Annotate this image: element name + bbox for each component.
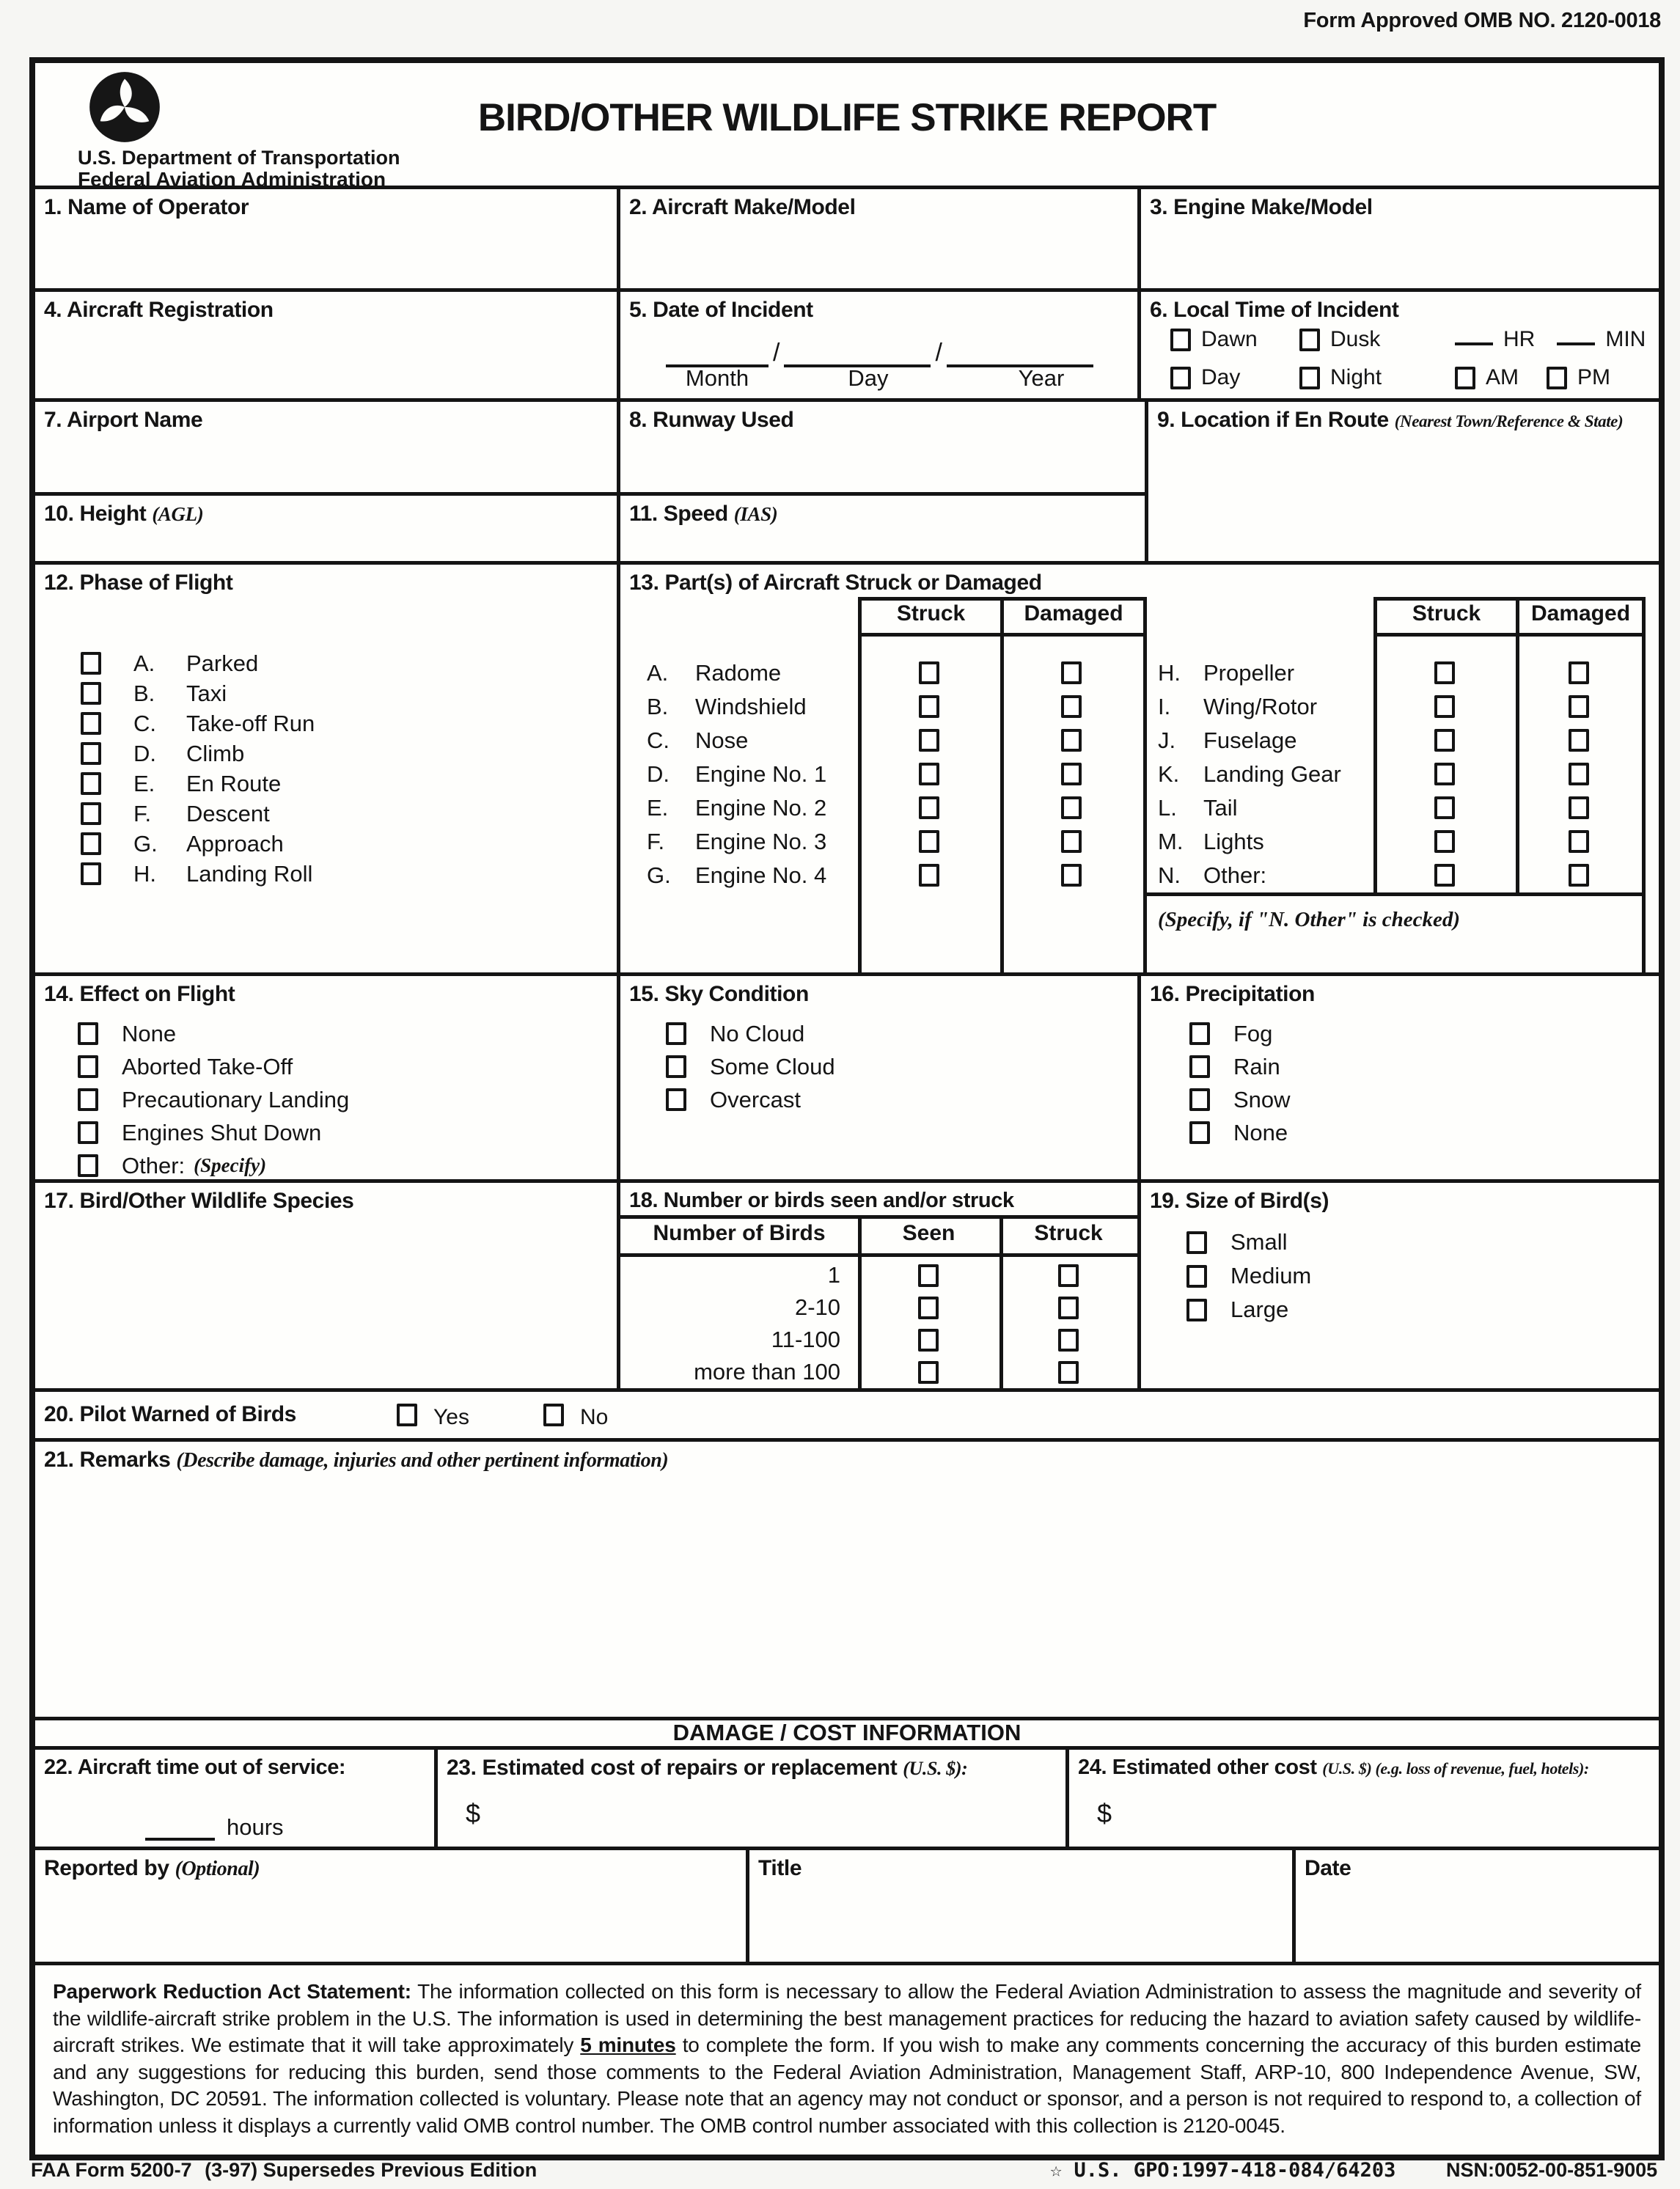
footer-edition-note: (3-97) Supersedes Previous Edition — [205, 2159, 538, 2181]
field-wildlife-species[interactable] — [35, 1183, 620, 1388]
sky-option-some-cloud: Some Cloud — [666, 1050, 835, 1083]
checkbox-phase-en-route[interactable] — [81, 772, 101, 795]
row-17-18-19 — [35, 1183, 1659, 1392]
row-1-2-3 — [35, 189, 1659, 292]
reported-by-hint: (Optional) — [175, 1858, 260, 1880]
field-23-label: 23. Estimated cost of repairs or replacement (U.S. $): — [447, 1756, 968, 1780]
checkbox-phase-climb[interactable] — [81, 742, 101, 765]
time-dusk-label: Dusk — [1330, 327, 1381, 351]
field-3-label: 3. Engine Make/Model — [1150, 195, 1373, 219]
checkbox-radome-struck[interactable] — [919, 661, 939, 684]
field-aircraft-registration[interactable] — [35, 292, 620, 398]
field-14-label: 14. Effect on Flight — [44, 982, 235, 1006]
checkbox-windshield-damaged[interactable] — [1061, 695, 1082, 718]
checkbox-nose-struck[interactable] — [919, 729, 939, 752]
parts-row: F. Engine No. 3 M. Lights — [620, 826, 1659, 858]
am-label: AM — [1486, 365, 1519, 389]
field-15-label: 15. Sky Condition — [629, 982, 809, 1006]
field-17-label: 17. Bird/Other Wildlife Species — [44, 1189, 354, 1213]
checkbox-time-dawn[interactable] — [1170, 329, 1191, 351]
field-11-label: 11. Speed (IAS) — [629, 502, 778, 526]
parts-row: B. Windshield I. Wing/Rotor — [620, 691, 1659, 723]
checkbox-birds-more-100-struck[interactable] — [1058, 1361, 1079, 1384]
field-reported-by[interactable] — [35, 1850, 749, 1962]
field-12-label: 12. Phase of Flight — [44, 571, 233, 595]
field-24-label: 24. Estimated other cost (U.S. $) (e.g. loss of revenue, fuel, hotels): — [1078, 1756, 1589, 1779]
title-label: Title — [758, 1856, 802, 1880]
checkbox-phase-approach[interactable] — [81, 832, 101, 855]
field-number-of-birds — [620, 1183, 1141, 1388]
struck-column-header: Struck — [1034, 1221, 1103, 1245]
precip-option-none: None — [1189, 1116, 1291, 1149]
row-21 — [35, 1442, 1659, 1720]
checkbox-birds-11-100-struck[interactable] — [1058, 1329, 1079, 1352]
phase-option-en-route: E. En Route — [81, 769, 315, 799]
field-runway-used[interactable] — [620, 402, 1145, 492]
field-other-cost[interactable] — [1069, 1750, 1659, 1847]
checkbox-engine4-struck[interactable] — [919, 864, 939, 887]
field-size-of-birds — [1141, 1183, 1659, 1388]
effect-option-other: Other: (Specify) — [78, 1149, 349, 1182]
birds-count-row: 11-100 — [620, 1324, 1137, 1356]
checkbox-landing-gear-struck[interactable] — [1434, 763, 1455, 785]
checkbox-engine2-struck[interactable] — [919, 796, 939, 819]
checkbox-engine1-struck[interactable] — [919, 763, 939, 785]
checkbox-time-am[interactable] — [1455, 367, 1475, 389]
time-day-label: Day — [1201, 365, 1241, 389]
field-airport-name[interactable] — [35, 402, 620, 492]
other-cost-dollar-sign: $ — [1097, 1798, 1112, 1828]
checkbox-birds-more-100-seen[interactable] — [918, 1361, 939, 1384]
grid-line — [1373, 633, 1646, 637]
field-name-of-operator[interactable] — [35, 189, 620, 288]
footer-nsn-number: NSN:0052-00-851-9005 — [1446, 2159, 1658, 2181]
min-label: MIN — [1605, 327, 1646, 351]
field-21-label: 21. Remarks (Describe damage, injuries and other pertinent information) — [44, 1448, 669, 1472]
phase-option-taxi: B. Taxi — [81, 678, 315, 708]
row-4-5-6 — [35, 292, 1659, 402]
sky-option-overcast: Overcast — [666, 1083, 835, 1116]
checkbox-engine3-struck[interactable] — [919, 830, 939, 853]
field-7-label: 7. Airport Name — [44, 408, 203, 432]
warned-no-label: No — [580, 1405, 609, 1429]
checkbox-sky-some-cloud[interactable] — [666, 1055, 686, 1078]
checkbox-propeller-damaged[interactable] — [1569, 661, 1589, 684]
field-speed-ias[interactable] — [620, 496, 1145, 561]
field-engine-make-model[interactable] — [1141, 189, 1659, 288]
paperwork-statement — [35, 1965, 1659, 2146]
field-20-label: 20. Pilot Warned of Birds — [44, 1402, 296, 1426]
hour-blank[interactable] — [1455, 334, 1493, 345]
effect-option-precautionary-landing: Precautionary Landing — [78, 1083, 349, 1116]
checkbox-effect-aborted-takeoff[interactable] — [78, 1055, 98, 1078]
grid-line — [620, 1215, 1137, 1219]
checkbox-nose-damaged[interactable] — [1061, 729, 1082, 752]
checkbox-time-day[interactable] — [1170, 367, 1191, 389]
field-11-hint: (IAS) — [733, 503, 778, 525]
checkbox-size-large[interactable] — [1186, 1299, 1207, 1321]
grid-line — [620, 1253, 1137, 1257]
checkbox-phase-taxi[interactable] — [81, 682, 101, 705]
birds-count-row: 2-10 — [620, 1291, 1137, 1324]
field-9-label: 9. Location if En Route (Nearest Town/Reference & State) — [1157, 408, 1624, 432]
time-dawn-label: Dawn — [1201, 327, 1258, 351]
phase-option-parked: A. Parked — [81, 648, 315, 678]
checkbox-size-small[interactable] — [1186, 1231, 1207, 1254]
checkbox-phase-landing-roll[interactable] — [81, 862, 101, 885]
damaged-column-header-right: Damaged — [1530, 601, 1631, 626]
field-local-time-of-incident — [1141, 292, 1659, 398]
field-5-label: 5. Date of Incident — [629, 298, 813, 322]
paperwork-text-before: The information collected on this form is necessary to allow the Federal Aviation Administration to assess the magnitude and severity of the wildlife-aircraft strike problem in the U.S. The information is used in determining the best management practices for reducing the hazard to aviation safety caused by wildlife-aircraft strikes. We estimate that it will take approximately — [53, 1980, 1641, 2056]
other-part-specify-note: (Specify, if "N. Other" is checked) — [1158, 908, 1461, 931]
date-separator: / — [773, 339, 780, 367]
minute-blank[interactable] — [1557, 334, 1595, 345]
size-option-large: Large — [1186, 1293, 1311, 1327]
paperwork-lead: Paperwork Reduction Act Statement: — [53, 1980, 411, 2003]
field-sky-condition — [620, 976, 1141, 1179]
date-year-label: Year — [1018, 365, 1065, 391]
damage-cost-header: DAMAGE / COST INFORMATION — [672, 1720, 1021, 1745]
paperwork-time-emphasis: 5 minutes — [580, 2034, 676, 2056]
birds-count-row: 1 — [620, 1259, 1137, 1291]
size-option-small: Small — [1186, 1225, 1311, 1259]
parts-row: E. Engine No. 2 L. Tail — [620, 792, 1659, 824]
effect-option-none: None — [78, 1017, 349, 1050]
checkbox-fuselage-damaged[interactable] — [1569, 729, 1589, 752]
field-precipitation — [1141, 976, 1659, 1179]
date-label: Date — [1305, 1856, 1351, 1880]
date-month-label: Month — [685, 365, 749, 391]
precip-option-fog: Fog — [1189, 1017, 1291, 1050]
phase-option-takeoff-run: C. Take-off Run — [81, 708, 315, 738]
field-time-out-of-service — [35, 1750, 438, 1847]
other-part-specify-input-area[interactable] — [1158, 935, 1644, 970]
star-icon: ☆ — [1050, 2159, 1063, 2182]
field-23-hint: (U.S. $): — [903, 1758, 968, 1779]
field-pilot-warned — [35, 1392, 1659, 1438]
field-date[interactable] — [1296, 1850, 1659, 1962]
checkbox-precip-none[interactable] — [1189, 1121, 1210, 1144]
field-repair-cost[interactable] — [438, 1750, 1069, 1847]
row-14-15-16 — [35, 976, 1659, 1183]
field-8-label: 8. Runway Used — [629, 408, 794, 432]
field-24-hint: (U.S. $) (e.g. loss of revenue, fuel, hotels): — [1322, 1759, 1589, 1778]
checkbox-radome-damaged[interactable] — [1061, 661, 1082, 684]
strike-report-form — [29, 57, 1665, 2160]
checkbox-landing-gear-damaged[interactable] — [1569, 763, 1589, 785]
checkbox-precip-rain[interactable] — [1189, 1055, 1210, 1078]
pm-label: PM — [1577, 365, 1610, 389]
parts-row: G. Engine No. 4 N. Other: — [620, 859, 1659, 892]
struck-column-header-right: Struck — [1412, 601, 1481, 626]
effect-other-hint: (Specify) — [194, 1154, 267, 1176]
agency-name-line1: U.S. Department of Transportation — [78, 147, 400, 169]
checkbox-time-dusk[interactable] — [1299, 329, 1320, 351]
checkbox-phase-parked[interactable] — [81, 652, 101, 675]
field-10-label: 10. Height (AGL) — [44, 502, 204, 526]
time-night-label: Night — [1330, 365, 1382, 389]
row-12-13 — [35, 565, 1659, 976]
phase-option-descent: F. Descent — [81, 799, 315, 829]
checkbox-warned-no[interactable] — [543, 1404, 564, 1426]
checkbox-wing-rotor-struck[interactable] — [1434, 695, 1455, 718]
form-title: BIRD/OTHER WILDLIFE STRIKE REPORT — [477, 96, 1217, 139]
struck-column-header-left: Struck — [896, 601, 966, 626]
date-day-label: Day — [848, 365, 889, 391]
field-phase-of-flight — [35, 565, 620, 972]
field-date-of-incident — [620, 292, 1141, 398]
checkbox-lights-damaged[interactable] — [1569, 830, 1589, 853]
precip-option-snow: Snow — [1189, 1083, 1291, 1116]
checkbox-birds-2-10-struck[interactable] — [1058, 1297, 1079, 1319]
repair-cost-dollar-sign: $ — [466, 1798, 481, 1828]
field-18-label: 18. Number or birds seen and/or struck — [629, 1189, 1014, 1212]
number-of-birds-column-header: Number of Birds — [653, 1221, 826, 1245]
effect-option-engines-shut-down: Engines Shut Down — [78, 1116, 349, 1149]
field-aircraft-make-model[interactable] — [620, 189, 1141, 288]
checkbox-engine1-damaged[interactable] — [1061, 763, 1082, 785]
footer-gpo-note: ☆ U.S. GPO:1997-418-084/64203 — [1050, 2159, 1396, 2182]
row-signature — [35, 1850, 1659, 1965]
field-1-label: 1. Name of Operator — [44, 195, 249, 219]
checkbox-size-medium[interactable] — [1186, 1265, 1207, 1288]
field-13-label: 13. Part(s) of Aircraft Struck or Damaged — [629, 571, 1042, 595]
field-19-label: 19. Size of Bird(s) — [1150, 1189, 1329, 1213]
grid-line — [1143, 892, 1646, 896]
field-parts-struck-damaged — [620, 565, 1659, 972]
hr-label: HR — [1503, 327, 1536, 351]
checkbox-engine2-damaged[interactable] — [1061, 796, 1082, 819]
checkbox-time-night[interactable] — [1299, 367, 1320, 389]
checkbox-other-part-damaged[interactable] — [1569, 864, 1589, 887]
checkbox-time-pm[interactable] — [1547, 367, 1567, 389]
checkbox-sky-no-cloud[interactable] — [666, 1022, 686, 1045]
checkbox-propeller-struck[interactable] — [1434, 661, 1455, 684]
row-7-to-11 — [35, 402, 1659, 565]
footer-form-number: FAA Form 5200-7 (3-97) Supersedes Previous Edition — [31, 2159, 538, 2181]
checkbox-phase-descent[interactable] — [81, 802, 101, 825]
grid-line — [1373, 597, 1646, 601]
checkbox-precip-fog[interactable] — [1189, 1022, 1210, 1045]
checkbox-effect-none[interactable] — [78, 1022, 98, 1045]
field-effect-on-flight — [35, 976, 620, 1179]
phase-option-landing-roll: H. Landing Roll — [81, 859, 315, 889]
checkbox-effect-other[interactable] — [78, 1154, 98, 1177]
checkbox-sky-overcast[interactable] — [666, 1088, 686, 1111]
checkbox-phase-takeoff-run[interactable] — [81, 712, 101, 735]
checkbox-wing-rotor-damaged[interactable] — [1569, 695, 1589, 718]
form-header — [35, 63, 1659, 189]
warned-yes-label: Yes — [433, 1405, 469, 1429]
parts-row: A. Radome H. Propeller — [620, 657, 1659, 689]
row-22-23-24 — [35, 1750, 1659, 1850]
damaged-column-header-left: Damaged — [1024, 601, 1123, 626]
field-21-hint: (Describe damage, injuries and other pertinent information) — [176, 1449, 669, 1472]
checkbox-engine4-damaged[interactable] — [1061, 864, 1082, 887]
phase-option-approach: G. Approach — [81, 829, 315, 859]
hours-unit-label: hours — [227, 1814, 284, 1840]
size-option-medium: Medium — [1186, 1259, 1311, 1293]
field-remarks[interactable] — [35, 1442, 1659, 1717]
checkbox-tail-struck[interactable] — [1434, 796, 1455, 819]
checkbox-other-part-struck[interactable] — [1434, 864, 1455, 887]
hours-blank[interactable] — [145, 1826, 215, 1841]
sky-option-no-cloud: No Cloud — [666, 1017, 835, 1050]
omb-approval-note: Form Approved OMB NO. 2120-0018 — [1303, 9, 1661, 32]
paperwork-statement-row — [35, 1965, 1659, 2155]
field-4-label: 4. Aircraft Registration — [44, 298, 274, 322]
field-height-agl[interactable] — [35, 496, 620, 561]
seen-column-header: Seen — [902, 1221, 955, 1245]
reported-by-label: Reported by (Optional) — [44, 1856, 260, 1880]
birds-count-row: more than 100 — [620, 1356, 1137, 1388]
date-separator: / — [935, 339, 942, 367]
checkbox-effect-engines-shut-down[interactable] — [78, 1121, 98, 1144]
precip-option-rain: Rain — [1189, 1050, 1291, 1083]
field-2-label: 2. Aircraft Make/Model — [629, 195, 856, 219]
checkbox-birds-2-10-seen[interactable] — [918, 1297, 939, 1319]
field-6-label: 6. Local Time of Incident — [1150, 298, 1399, 322]
checkbox-fuselage-struck[interactable] — [1434, 729, 1455, 752]
checkbox-tail-damaged[interactable] — [1569, 796, 1589, 819]
field-title[interactable] — [749, 1850, 1296, 1962]
phase-option-climb: D. Climb — [81, 738, 315, 769]
checkbox-precip-snow[interactable] — [1189, 1088, 1210, 1111]
checkbox-warned-yes[interactable] — [397, 1404, 417, 1426]
checkbox-engine3-damaged[interactable] — [1061, 830, 1082, 853]
effect-option-aborted-takeoff: Aborted Take-Off — [78, 1050, 349, 1083]
checkbox-birds-11-100-seen[interactable] — [918, 1329, 939, 1352]
checkbox-birds-1-seen[interactable] — [918, 1264, 939, 1287]
field-9-hint: (Nearest Town/Reference & State) — [1394, 412, 1624, 430]
checkbox-birds-1-struck[interactable] — [1058, 1264, 1079, 1287]
parts-row: D. Engine No. 1 K. Landing Gear — [620, 758, 1659, 791]
agency-name-line2: Federal Aviation Administration — [78, 168, 386, 191]
field-16-label: 16. Precipitation — [1150, 982, 1315, 1006]
field-10-hint: (AGL) — [152, 503, 204, 525]
row-20 — [35, 1392, 1659, 1442]
checkbox-effect-precautionary-landing[interactable] — [78, 1088, 98, 1111]
parts-row: C. Nose J. Fuselage — [620, 725, 1659, 757]
field-22-label: 22. Aircraft time out of service: — [44, 1756, 346, 1779]
paperwork-text-after: to complete the form. If you wish to make any comments concerning the accuracy of this burden estimate and any suggestions for reducing this burden, send those comments to the Federal Aviation Administration, Management Staff, ARP-10, 800 Independence Avenue, SW, Washington, DC 20591. The information collected is voluntary. Please note that an agency may not conduct or sponsor, and a person is not required to respond to, a collection of information unless it displays a currently valid OMB control number. The OMB control number associated with this collection is 2120-0045. — [53, 2034, 1641, 2137]
checkbox-lights-struck[interactable] — [1434, 830, 1455, 853]
damage-cost-header-row — [35, 1720, 1659, 1750]
checkbox-windshield-struck[interactable] — [919, 695, 939, 718]
field-location-en-route[interactable] — [1145, 402, 1659, 561]
